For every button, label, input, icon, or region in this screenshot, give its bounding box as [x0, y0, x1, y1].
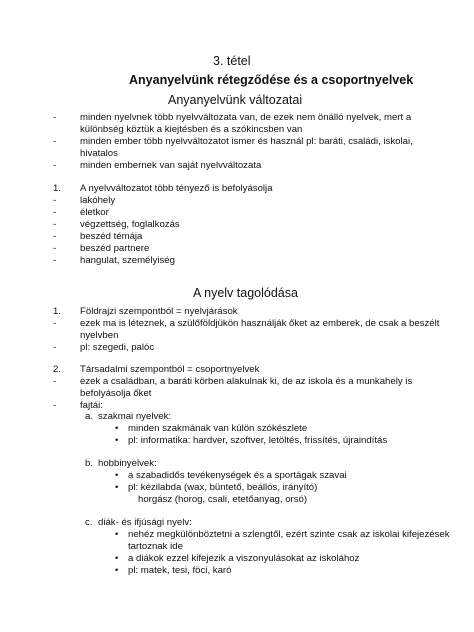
numbered-marker: 1. [53, 306, 62, 317]
doc-title: 3. tétel [213, 54, 251, 68]
list-item-continuation: befolyásolja őket [80, 388, 152, 399]
section-heading-1: Anyanyelvünk változatai [168, 93, 303, 107]
sub-item: a diákok ezzel kifejezik a viszonyulásokat az iskolához [128, 553, 360, 564]
list-item: pl: szegedi, palóc [80, 342, 155, 353]
dash-marker: - [53, 136, 57, 147]
sub-heading: szakmai nyelvek: [98, 411, 172, 422]
numbered-item: A nyelvváltozatot több tényező is befolyásolja [80, 183, 273, 194]
numbered-marker: 1. [53, 183, 62, 194]
bullet-marker: • [115, 565, 119, 576]
bullet-marker: • [115, 470, 119, 481]
bullet-marker: • [115, 435, 119, 446]
dash-marker: - [53, 376, 57, 387]
sub-marker-b: b. [85, 458, 94, 469]
sub-item: pl: informatika: hardver, szoftver, letöltés, frissítés, újraindítás [128, 435, 388, 446]
sub-item: pl: matek, tesi, föci, karó [128, 565, 232, 576]
numbered-marker: 2. [53, 364, 62, 375]
sub-item: minden szakmának van külön szókészlete [128, 423, 308, 434]
dash-marker: - [53, 207, 57, 218]
sub-heading: diák- és ifjúsági nyelv: [98, 517, 192, 528]
list-item: ezek a családban, a baráti körben alakulnak ki, de az iskola és a munkahely is [80, 376, 413, 387]
factor-item: lakóhely [80, 195, 116, 206]
bullet-marker: • [115, 529, 119, 540]
doc-subtitle: Anyanyelvünk rétegződése és a csoportnyelvek [129, 73, 414, 87]
factor-item: beszéd partnere [80, 243, 150, 254]
sub-item: a szabadidős tevékenységek és a sportágak szavai [128, 470, 347, 481]
sub-item-continuation: tartoznak ide [128, 541, 183, 552]
list-item-continuation: hivatalos [80, 148, 118, 159]
factor-item: végzettség, foglalkozás [80, 219, 180, 230]
bullet-marker: • [115, 553, 119, 564]
sub-item: nehéz megkülönböztetni a szlengtől, ezért szinte csak az iskolai kifejezések [128, 529, 450, 540]
list-item-continuation: különbség köztük a kiejtésben és a szókincsben van [80, 124, 303, 135]
factor-item: életkor [80, 207, 109, 218]
dash-marker: - [53, 255, 57, 266]
list-item-continuation: nyelvben [80, 330, 119, 341]
sub-marker-a: a. [85, 411, 94, 422]
dash-marker: - [53, 231, 57, 242]
dash-marker: - [53, 400, 57, 411]
sub-heading: hobbinyelvek: [98, 458, 157, 469]
numbered-item: Társadalmi szempontból = csoportnyelvek [80, 364, 260, 375]
bullet-marker: • [115, 423, 119, 434]
dash-marker: - [53, 112, 57, 123]
sub-item-continuation: horgász (horog, csali, etetőanyag, orsó) [138, 494, 308, 505]
list-item: minden embernek van saját nyelvváltozata [80, 160, 262, 171]
dash-marker: - [53, 342, 57, 353]
list-item: minden nyelvnek több nyelvváltozata van, de ezek nem önálló nyelvek, mert a [80, 112, 412, 123]
factor-item: beszéd témája [80, 231, 143, 242]
numbered-item: Földrajzi szempontból = nyelvjárások [80, 306, 238, 317]
list-item: fajtái: [80, 400, 103, 411]
dash-marker: - [53, 243, 57, 254]
dash-marker: - [53, 160, 57, 171]
list-item: ezek ma is léteznek, a szülőföldjükön használják őket az emberek, de csak a beszélt [80, 318, 440, 329]
dash-marker: - [53, 318, 57, 329]
factor-item: hangulat, személyiség [80, 255, 175, 266]
sub-item: pl: kézilabda (wax, büntető, beállós, irányító) [128, 482, 318, 493]
list-item: minden ember több nyelvváltozatot ismer és használ pl: baráti, családi, iskolai, [80, 136, 413, 147]
dash-marker: - [53, 219, 57, 230]
dash-marker: - [53, 195, 57, 206]
sub-marker-c: c. [85, 517, 93, 528]
bullet-marker: • [115, 482, 119, 493]
section-heading-2: A nyelv tagolódása [193, 286, 298, 300]
